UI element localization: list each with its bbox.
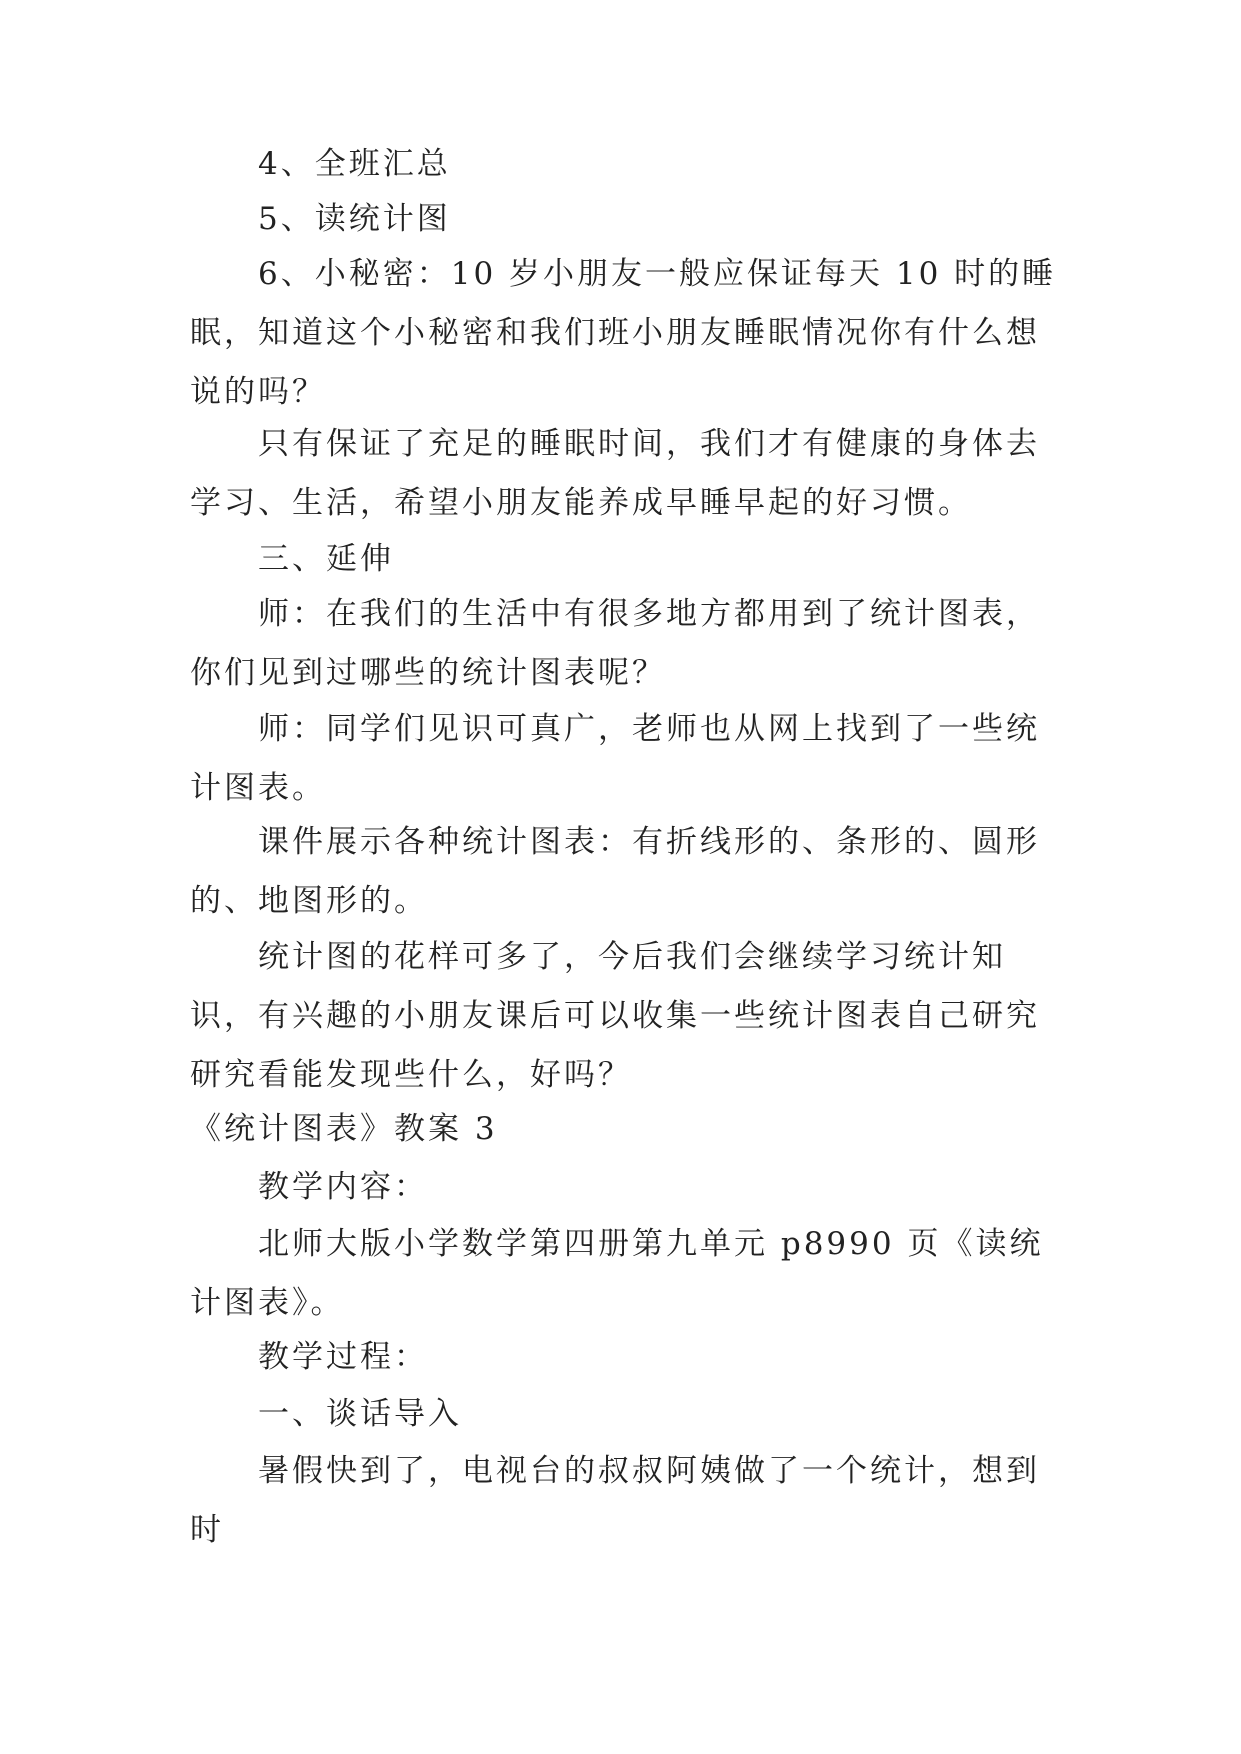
teaching-content-text: 北师大版小学数学第四册第九单元 p8990 页《读统计图表》。 bbox=[190, 1226, 1044, 1321]
paragraph-conclusion: 统计图的花样可多了，今后我们会继续学习统计知识，有兴趣的小朋友课后可以收集一些统计图表自己研究研究看能发现些什么，好吗？ bbox=[190, 939, 1040, 1093]
lesson-plan-title: 《统计图表》教案 3 bbox=[190, 1111, 498, 1147]
section-heading-extension: 三、延伸 bbox=[258, 541, 394, 577]
paragraph-sleep-advice: 只有保证了充足的睡眠时间，我们才有健康的身体去学习、生活，希望小朋友能养成早睡早起的好习惯。 bbox=[190, 426, 1040, 521]
paragraph-courseware: 课件展示各种统计图表：有折线形的、条形的、圆形的、地图形的。 bbox=[190, 824, 1040, 919]
paragraph-step-6: 6、小秘密：10 岁小朋友一般应保证每天 10 时的睡眠，知道这个小秘密和我们班小朋友睡眠情况你有什么想说的吗？ bbox=[190, 256, 1057, 410]
paragraph-teacher-reply: 师：同学们见识可真广，老师也从网上找到了一些统计图表。 bbox=[190, 711, 1040, 806]
paragraph-summer-intro: 暑假快到了，电视台的叔叔阿姨做了一个统计，想到时 bbox=[190, 1453, 1040, 1548]
paragraph-step-4: 4、全班汇总 bbox=[258, 146, 451, 182]
teaching-process-heading: 教学过程： bbox=[258, 1339, 428, 1375]
paragraph-teacher-question: 师：在我们的生活中有很多地方都用到了统计图表，你们见到过哪些的统计图表呢？ bbox=[190, 596, 1040, 691]
teaching-content-heading: 教学内容： bbox=[258, 1169, 428, 1205]
section-heading-intro: 一、谈话导入 bbox=[258, 1396, 462, 1432]
paragraph-step-5: 5、读统计图 bbox=[258, 201, 451, 237]
